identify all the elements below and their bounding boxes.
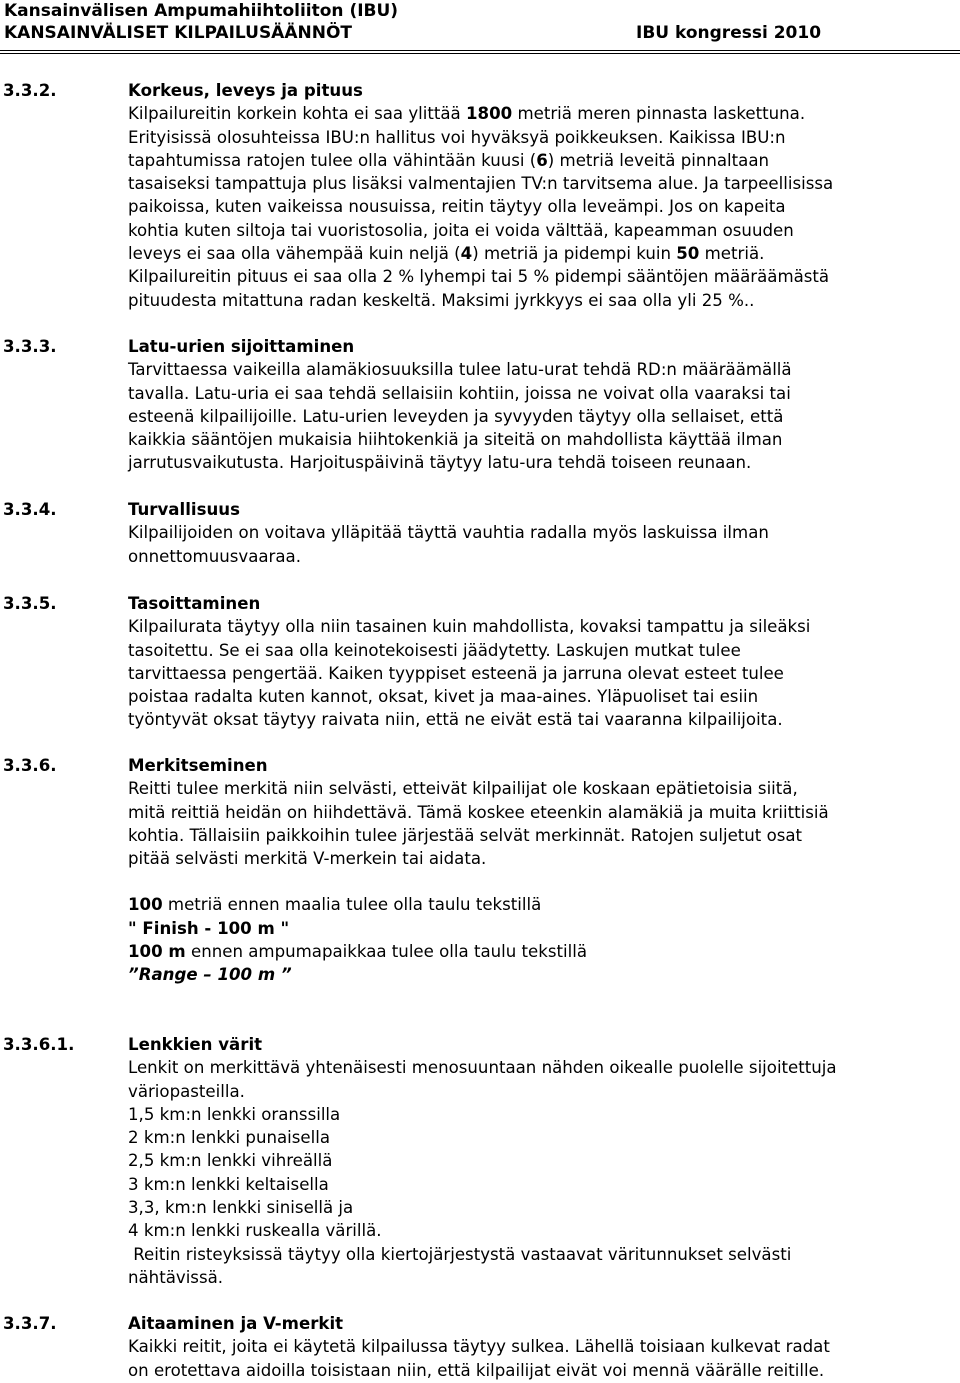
section-number: 3.3.6. [3, 756, 57, 775]
paragraph-line: Reitin risteyksissä täytyy olla kiertojärjestystä vastaavat väritunnukset selvästi [128, 1244, 792, 1264]
paragraph-line: Kilpailurata täytyy olla niin tasainen kuin mahdollista, kovaksi tampattu ja sileäksi [128, 617, 811, 637]
list-item: 1,5 km:n lenkki oranssilla [128, 1104, 341, 1124]
paragraph-line: Reitti tulee merkitä niin selvästi, etteivät kilpailijat ole koskaan epätietoisia siitä, [128, 779, 798, 799]
header-organization: Kansainvälisen Ampumahiihtoliiton (IBU) [4, 1, 399, 21]
section-3-3-6-1 [0, 1033, 960, 1289]
paragraph-line: jarrutusvaikutusta. Harjoituspäivinä täytyy latu-ura tehdä toiseen reunaan. [128, 453, 752, 473]
paragraph-line: kohtia. Tällaisiin paikkoihin tulee järjestää selvät merkinnät. Ratojen suljetut osat [128, 825, 803, 845]
paragraph-line: nähtävissä. [128, 1267, 224, 1287]
section-3-3-7 [0, 1312, 960, 1382]
sign-label-range: ”Range – 100 m ” [128, 965, 292, 985]
paragraph-line: kaikkia sääntöjen mukaisia hiihtokenkiä ja siteitä on mahdollista käyttää ilman [128, 430, 783, 450]
paragraph-line: tasoitettu. Se ei saa olla keinotekoisesti jäädytetty. Laskujen mutkat tulee [128, 640, 741, 660]
list-item: 3 km:n lenkki keltaisella [128, 1174, 329, 1194]
section-title: Latu-urien sijoittaminen [128, 337, 355, 356]
paragraph-line: tapahtumissa ratojen tulee olla vähintään kuusi (6) metriä leveitä pinnaltaan [128, 150, 770, 170]
section-title: Lenkkien värit [128, 1035, 263, 1054]
paragraph-line: työntyvät oksat täytyy raivata niin, että ne eivät estä tai vaaranna kilpailijoita. [128, 710, 783, 730]
paragraph-line: Kilpailureitin pituus ei saa olla 2 % lyhempi tai 5 % pidempi sääntöjen määräämästä [128, 267, 830, 287]
header-divider [0, 50, 960, 51]
paragraph-line: Tarvittaessa vaikeilla alamäkiosuuksilla tulee latu-urat tehdä RD:n määräämällä [128, 360, 792, 380]
paragraph-line: Kilpailureitin korkein kohta ei saa ylittää 1800 metriä meren pinnasta laskettuna. [128, 104, 806, 124]
paragraph-line: tarvittaessa pengertää. Kaiken tyyppiset esteenä ja jarruna olevat esteet tulee [128, 663, 784, 683]
section-title: Korkeus, leveys ja pituus [128, 81, 363, 100]
paragraph-line: mitä reittiä heidän on hiihdettävä. Tämä koskee eteenkin alamäkiä ja muita kriittisiä [128, 802, 829, 822]
list-item: 3,3, km:n lenkki sinisellä ja [128, 1198, 354, 1218]
list-item: 2 km:n lenkki punaisella [128, 1128, 331, 1148]
sign-instruction-range: 100 m ennen ampumapaikkaa tulee olla taulu tekstillä [128, 942, 588, 962]
paragraph-line: poistaa radalta kuten kannot, oksat, kivet ja maa-aines. Yläpuoliset tai esiin [128, 687, 759, 707]
paragraph-line: Erityisissä olosuhteissa IBU:n hallitus voi hyväksyä poikkeuksen. Kaikissa IBU:n [128, 127, 786, 147]
sign-label-finish: " Finish - 100 m " [128, 918, 290, 938]
header-congress: IBU kongressi 2010 [636, 23, 822, 43]
section-3-3-3 [0, 335, 960, 475]
paragraph-line: tavalla. Latu-uria ei saa tehdä sellaisiin kohtiin, joissa ne voivat olla vaaraksi tai [128, 383, 791, 403]
header-divider-secondary [0, 53, 960, 54]
paragraph-line: väriopasteilla. [128, 1081, 245, 1101]
list-item: 4 km:n lenkki ruskealla värillä. [128, 1221, 382, 1241]
paragraph-line: pituudesta mitattuna radan keskeltä. Maksimi jyrkkyys ei saa olla yli 25 %.. [128, 290, 755, 310]
sign-instruction-finish: 100 metriä ennen maalia tulee olla taulu tekstillä [128, 895, 542, 915]
section-title: Merkitseminen [128, 756, 268, 775]
section-number: 3.3.2. [3, 81, 57, 100]
paragraph-line: leveys ei saa olla vähempää kuin neljä (4) metriä ja pidempi kuin 50 metriä. [128, 244, 765, 264]
section-3-3-5 [0, 592, 960, 732]
section-3-3-4 [0, 498, 960, 568]
paragraph-line: Kaikki reitit, joita ei käytetä kilpailussa täytyy sulkea. Lähellä toisiaan kulkevat radat [128, 1337, 830, 1357]
section-3-3-2 [0, 79, 960, 312]
paragraph-line: Lenkit on merkittävä yhtenäisesti menosuuntaan nähden oikealle puolelle sijoitettuja [128, 1058, 837, 1078]
header-document-title: KANSAINVÄLISET KILPAILUSÄÄNNÖT [4, 23, 353, 43]
section-number: 3.3.3. [3, 337, 57, 356]
section-title: Turvallisuus [128, 500, 240, 519]
paragraph-line: on erotettava aidoilla toisistaan niin, että kilpailijat eivät voi mennä väärälle reitille. [128, 1360, 825, 1380]
list-item: 2,5 km:n lenkki vihreällä [128, 1151, 333, 1171]
paragraph-line: esteenä kilpailijoille. Latu-urien leveyden ja syvyyden täytyy olla sellaiset, että [128, 406, 784, 426]
paragraph-line: onnettomuusvaaraa. [128, 546, 301, 566]
section-title: Aitaaminen ja V-merkit [128, 1314, 344, 1333]
section-number: 3.3.6.1. [3, 1035, 75, 1054]
section-number: 3.3.5. [3, 594, 57, 613]
section-3-3-6 [0, 754, 960, 987]
paragraph-line: tasaiseksi tampattuja plus lisäksi valmentajien TV:n tarvitsema alue. Ja tarpeellisissa [128, 174, 834, 194]
section-number: 3.3.7. [3, 1314, 57, 1333]
paragraph-line: paikoissa, kuten vaikeissa nousuissa, reitin täytyy olla leveämpi. Jos on kapeita [128, 197, 786, 217]
section-number: 3.3.4. [3, 500, 57, 519]
paragraph-line: Kilpailijoiden on voitava ylläpitää täyttä vauhtia radalla myös laskuissa ilman [128, 523, 769, 543]
paragraph-line: kohtia kuten siltoja tai vuoristosolia, joita ei voida välttää, kapeamman osuuden [128, 220, 794, 240]
section-title: Tasoittaminen [128, 594, 261, 613]
paragraph-line: pitää selvästi merkitä V-merkein tai aidata. [128, 849, 487, 869]
